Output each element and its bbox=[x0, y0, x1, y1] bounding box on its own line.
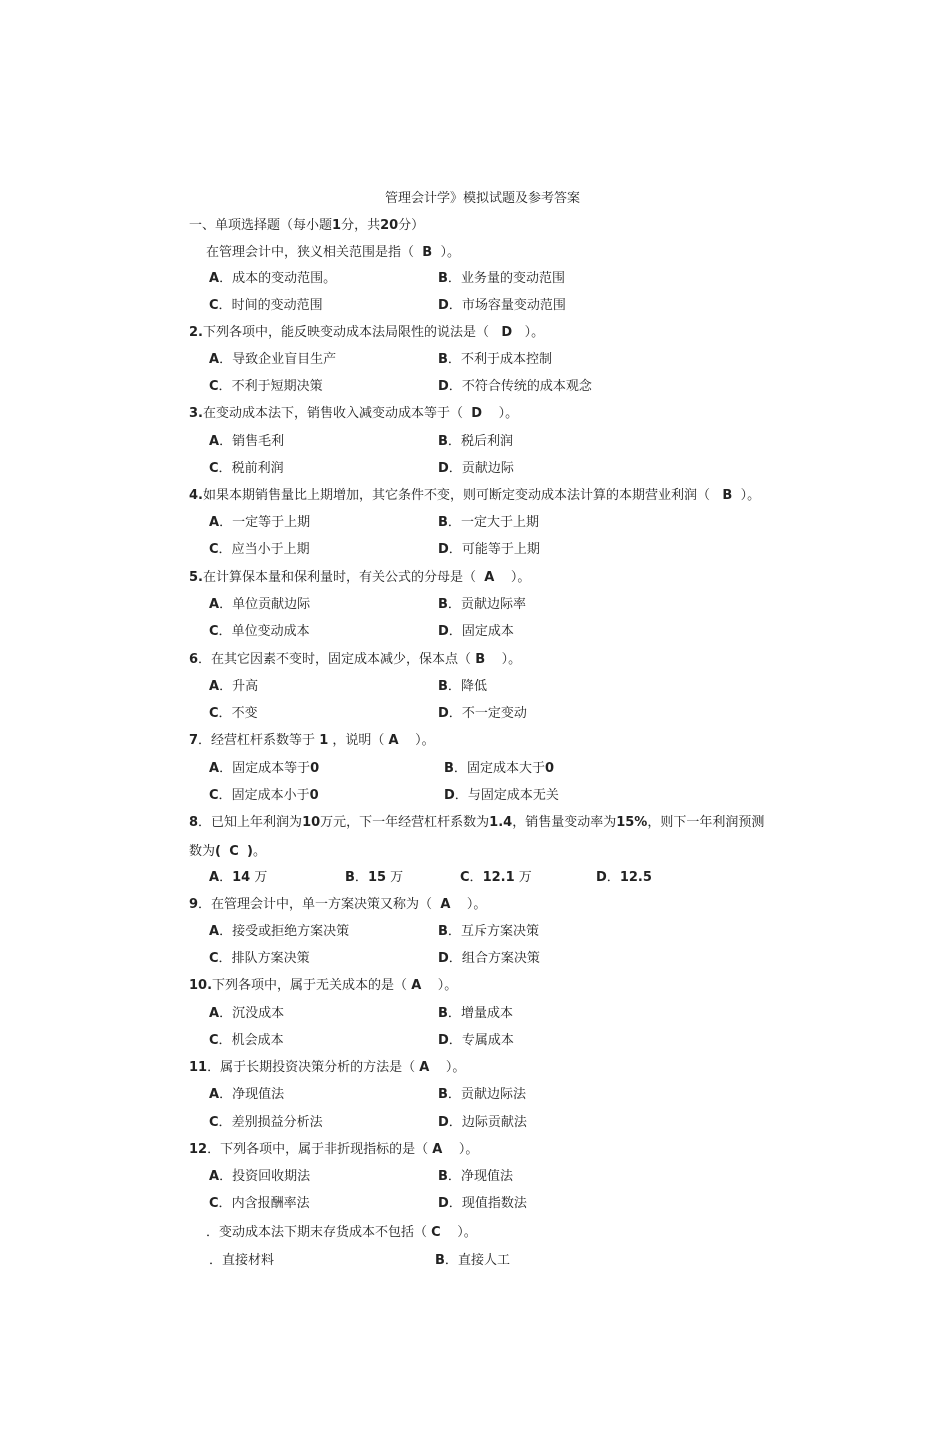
option: C．差别损益分析法 bbox=[209, 1115, 323, 1130]
question-stem: 11．属于长期投资决策分析的方法是（ A ）。 bbox=[189, 1060, 466, 1075]
option: D．贡献边际 bbox=[438, 461, 514, 476]
option: C．12.1 万 bbox=[460, 870, 532, 885]
option: B．直接人工 bbox=[435, 1253, 510, 1268]
option: D．现值指数法 bbox=[438, 1196, 527, 1211]
option: C．时间的变动范围 bbox=[209, 298, 323, 313]
question-stem: 9．在管理会计中，单一方案决策又称为（ A ）。 bbox=[189, 897, 487, 912]
option: C．内含报酬率法 bbox=[209, 1196, 310, 1211]
option: B．净现值法 bbox=[438, 1169, 513, 1184]
option: A．一定等于上期 bbox=[209, 515, 311, 530]
option: B．降低 bbox=[438, 679, 487, 694]
option: A．单位贡献边际 bbox=[209, 597, 311, 612]
option: B．增量成本 bbox=[438, 1006, 513, 1021]
option: A．导致企业盲目生产 bbox=[209, 352, 337, 367]
option: ．直接材料 bbox=[209, 1253, 275, 1268]
question-stem: ．变动成本法下期末存货成本不包括（ C ）。 bbox=[206, 1225, 477, 1240]
option: D．与固定成本无关 bbox=[444, 788, 559, 803]
option: D．边际贡献法 bbox=[438, 1115, 527, 1130]
option: B．不利于成本控制 bbox=[438, 352, 552, 367]
option: A．沉没成本 bbox=[209, 1006, 285, 1021]
question-stem: 3.在变动成本法下，销售收入减变动成本等于（ D ）。 bbox=[189, 406, 519, 421]
question-stem: 在管理会计中，狭义相关范围是指（ B ）。 bbox=[206, 245, 460, 260]
option: A．投资回收期法 bbox=[209, 1169, 311, 1184]
section-header: 一、单项选择题（每小题1分，共20分） bbox=[189, 218, 425, 233]
question-stem: 2.下列各项中，能反映变动成本法局限性的说法是（ D ）。 bbox=[189, 325, 545, 340]
question-stem: 8．已知上年利润为10万元，下一年经营杠杆系数为1.4，销售量变动率为15%，则下一年利润预测 bbox=[189, 815, 765, 830]
option: B．贡献边际法 bbox=[438, 1087, 526, 1102]
option: D．专属成本 bbox=[438, 1033, 514, 1048]
option: D．12.5 bbox=[596, 870, 652, 885]
option: D．固定成本 bbox=[438, 624, 514, 639]
option: A．净现值法 bbox=[209, 1087, 285, 1102]
option: D．不符合传统的成本观念 bbox=[438, 379, 592, 394]
question-stem: 5.在计算保本量和保利量时，有关公式的分母是（ A ）。 bbox=[189, 570, 531, 585]
option: C．应当小于上期 bbox=[209, 542, 310, 557]
option: B．贡献边际率 bbox=[438, 597, 526, 612]
option: A．升高 bbox=[209, 679, 259, 694]
option: C．不变 bbox=[209, 706, 258, 721]
option: B．一定大于上期 bbox=[438, 515, 539, 530]
option: C．不利于短期决策 bbox=[209, 379, 323, 394]
option: A．14 万 bbox=[209, 870, 268, 885]
option: D．组合方案决策 bbox=[438, 951, 540, 966]
option: B．15 万 bbox=[345, 870, 404, 885]
option: C．排队方案决策 bbox=[209, 951, 310, 966]
option: C．固定成本小于0 bbox=[209, 788, 319, 803]
document-title: 管理会计学》模拟试题及参考答案 bbox=[385, 191, 581, 206]
question-stem-continued: 数为( C )。 bbox=[189, 844, 267, 859]
option: D．市场容量变动范围 bbox=[438, 298, 566, 313]
option: C．机会成本 bbox=[209, 1033, 284, 1048]
option: D．可能等于上期 bbox=[438, 542, 540, 557]
question-stem: 6．在其它因素不变时，固定成本减少，保本点（ B ）。 bbox=[189, 652, 522, 667]
question-stem: 10.下列各项中，属于无关成本的是（ A ）。 bbox=[189, 978, 458, 993]
option: B．业务量的变动范围 bbox=[438, 271, 565, 286]
option: C．单位变动成本 bbox=[209, 624, 310, 639]
question-stem: 12．下列各项中，属于非折现指标的是（ A ）。 bbox=[189, 1142, 479, 1157]
option: A．接受或拒绝方案决策 bbox=[209, 924, 350, 939]
option: B．互斥方案决策 bbox=[438, 924, 539, 939]
option: B．税后利润 bbox=[438, 434, 513, 449]
option: A．固定成本等于0 bbox=[209, 761, 320, 776]
question-stem: 4.如果本期销售量比上期增加，其它条件不变，则可断定变动成本法计算的本期营业利润（ B ）。 bbox=[189, 488, 761, 503]
option: A．销售毛利 bbox=[209, 434, 285, 449]
option: C．税前利润 bbox=[209, 461, 284, 476]
option: D．不一定变动 bbox=[438, 706, 527, 721]
option: A．成本的变动范围。 bbox=[209, 271, 337, 286]
option: B．固定成本大于0 bbox=[444, 761, 554, 776]
question-stem: 7．经营杠杆系数等于 1 ，说明（ A ）。 bbox=[189, 733, 435, 748]
